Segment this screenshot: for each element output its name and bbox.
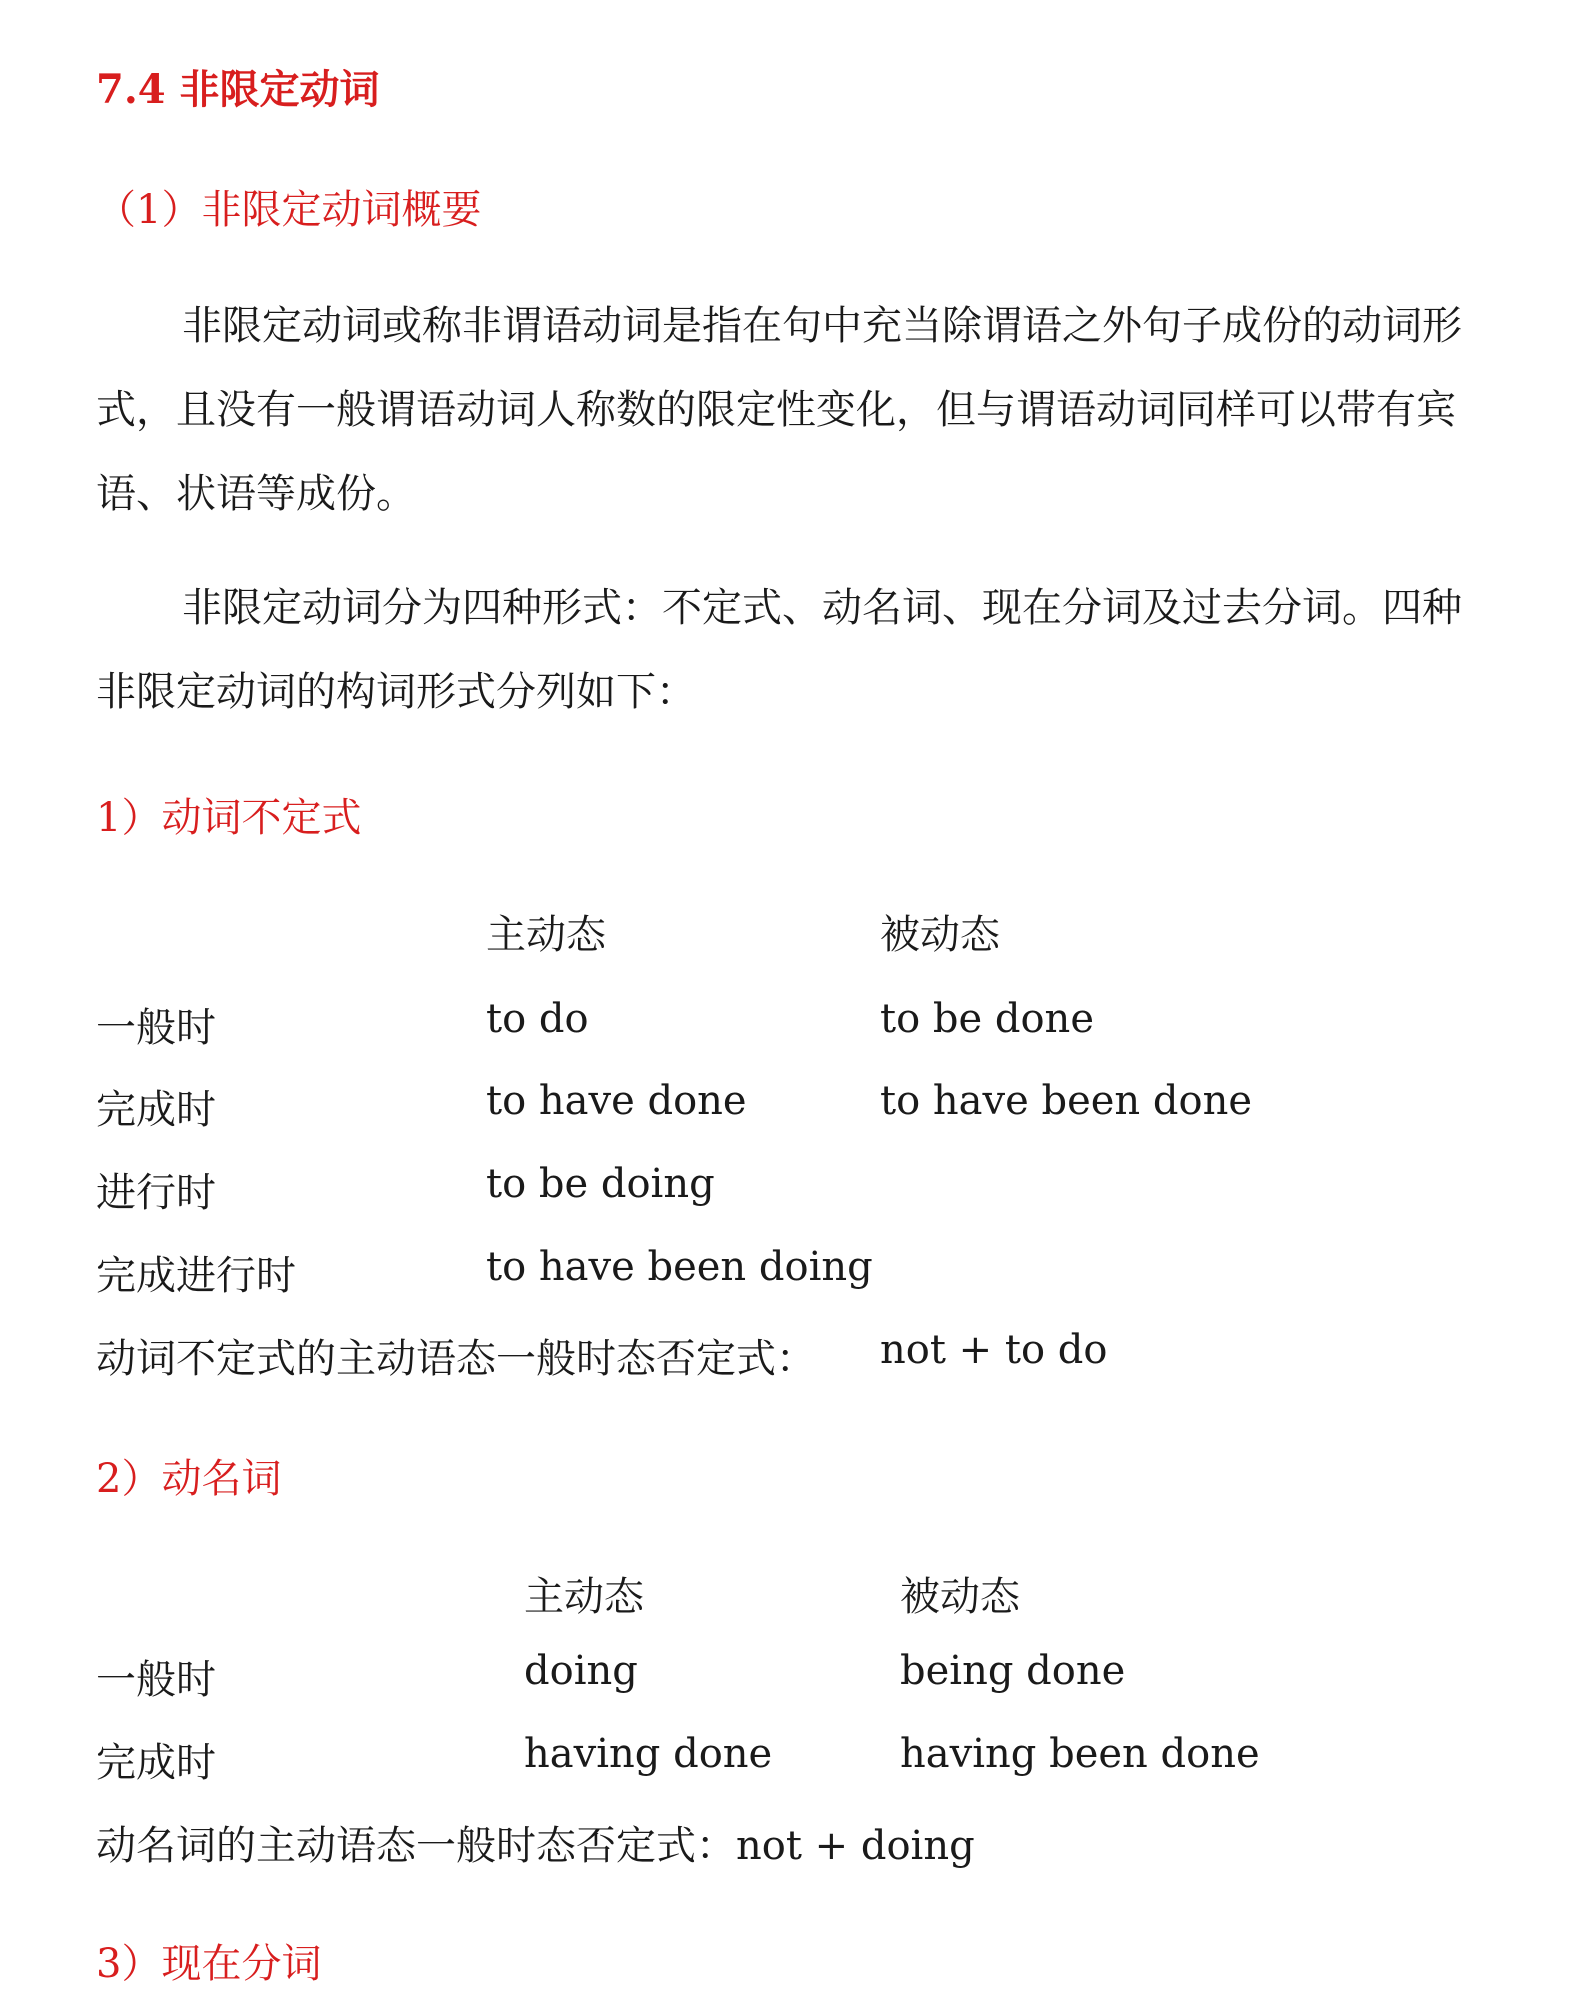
infinitive-row-tense: 完成进行时 bbox=[96, 1253, 296, 1299]
gerund-row-active: doing bbox=[524, 1648, 638, 1694]
infinitive-row-tense: 完成时 bbox=[96, 1087, 216, 1133]
gerund-negation: 动名词的主动语态一般时态否定式：not + doing bbox=[96, 1823, 975, 1869]
infinitive-row-tense: 进行时 bbox=[96, 1170, 216, 1216]
gerund-row-tense: 完成时 bbox=[96, 1740, 216, 1786]
infinitive-row-tense: 一般时 bbox=[96, 1005, 216, 1051]
infinitive-col-passive: 被动态 bbox=[880, 912, 1000, 958]
present-participle-heading: 3）现在分词 bbox=[96, 1941, 322, 1987]
infinitive-row-active: to do bbox=[486, 996, 589, 1042]
infinitive-row-active: to have done bbox=[486, 1078, 747, 1124]
gerund-row-passive: being done bbox=[900, 1648, 1126, 1694]
infinitive-row-active: to be doing bbox=[486, 1161, 715, 1207]
overview-paragraph-2: 非限定动词分为四种形式：不定式、动名词、现在分词及过去分词。四种非限定动词的构词形式分列如下： bbox=[96, 585, 1462, 715]
overview-heading: （1）非限定动词概要 bbox=[96, 187, 482, 233]
infinitive-negation-label: 动词不定式的主动语态一般时态否定式： bbox=[96, 1336, 816, 1382]
gerund-col-active: 主动态 bbox=[524, 1574, 644, 1620]
infinitive-heading: 1）动词不定式 bbox=[96, 795, 362, 841]
section-title: 7.4 非限定动词 bbox=[96, 66, 380, 113]
gerund-col-passive: 被动态 bbox=[900, 1574, 1020, 1620]
gerund-row-active: having done bbox=[524, 1731, 773, 1777]
gerund-row-tense: 一般时 bbox=[96, 1657, 216, 1703]
infinitive-col-active: 主动态 bbox=[486, 912, 606, 958]
infinitive-row-active: to have been doing bbox=[486, 1244, 873, 1290]
overview-paragraph-1: 非限定动词或称非谓语动词是指在句中充当除谓语之外句子成份的动词形式，且没有一般谓语动词人称数的限定性变化，但与谓语动词同样可以带有宾语、状语等成份。 bbox=[96, 303, 1462, 517]
gerund-row-passive: having been done bbox=[900, 1731, 1260, 1777]
gerund-heading: 2）动名词 bbox=[96, 1456, 282, 1502]
infinitive-negation-value: not + to do bbox=[880, 1327, 1108, 1373]
infinitive-row-passive: to be done bbox=[880, 996, 1094, 1042]
infinitive-row-passive: to have been done bbox=[880, 1078, 1253, 1124]
